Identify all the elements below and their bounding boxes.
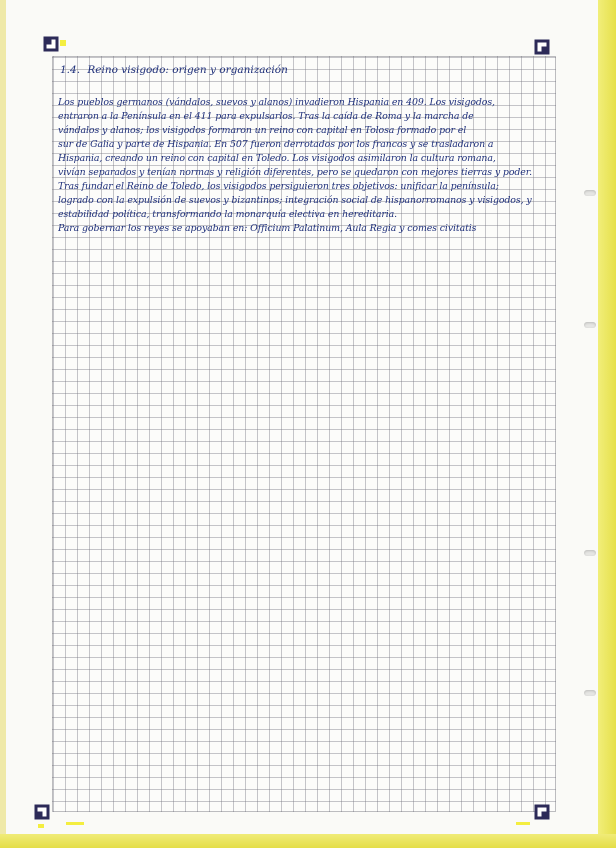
text-line: Para gobernar los reyes se apoyaban en: Officium Palatinum, Aula Regia y comes civitatis (58, 223, 477, 234)
corner-mark-icon (34, 804, 50, 820)
binder-hole (584, 690, 596, 696)
corner-tick (66, 822, 84, 825)
corner-tick (38, 824, 44, 828)
text-line: Tras fundar el Reino de Toledo, los visigodos persiguieron tres objetivos: unificar la península; (58, 181, 499, 192)
text-line: vivían separados y tenían normas y religión diferentes, pero se quedaron con mejores tierras y poder. (58, 167, 532, 178)
corner-tick (516, 822, 530, 825)
binder-hole (584, 322, 596, 328)
page-left-edge (0, 0, 6, 848)
text-line: sur de Galia y parte de Hispania. En 507 fueron derrotados por los francos y se trasladaron a (58, 139, 494, 150)
text-line: logrado con la expulsión de suevos y bizantinos; integración social de hispanorromanos y visigodos, y (58, 195, 532, 206)
section-number: 1.4. (60, 64, 81, 76)
section-title: Reino visigodo: origen y organización (87, 64, 288, 76)
section-heading (60, 64, 288, 76)
corner-mark-icon (534, 39, 550, 55)
text-line: vándalos y alanos; los visigodos formaron un reino con capital en Tolosa formado por el (58, 125, 467, 136)
text-line: Hispania, creando un reino con capital en Toledo. Los visigodos asimilaron la cultura romana, (58, 153, 496, 164)
corner-tick (60, 40, 66, 46)
corner-mark-icon (43, 36, 59, 52)
binder-hole (584, 190, 596, 196)
corner-mark-icon (534, 804, 550, 820)
binder-hole (584, 550, 596, 556)
text-line: Los pueblos germanos (vándalos, suevos y alanos) invadieron Hispania en 409. Los visigodos, (58, 97, 495, 108)
text-line: estabilidad política, transformando la monarquía electiva en hereditaria. (58, 209, 397, 220)
yellow-page-edge (598, 0, 616, 848)
text-line: entraron a la Península en el 411 para expulsarlos. Tras la caída de Roma y la marcha de (58, 111, 474, 122)
yellow-bottom-edge (0, 834, 616, 848)
